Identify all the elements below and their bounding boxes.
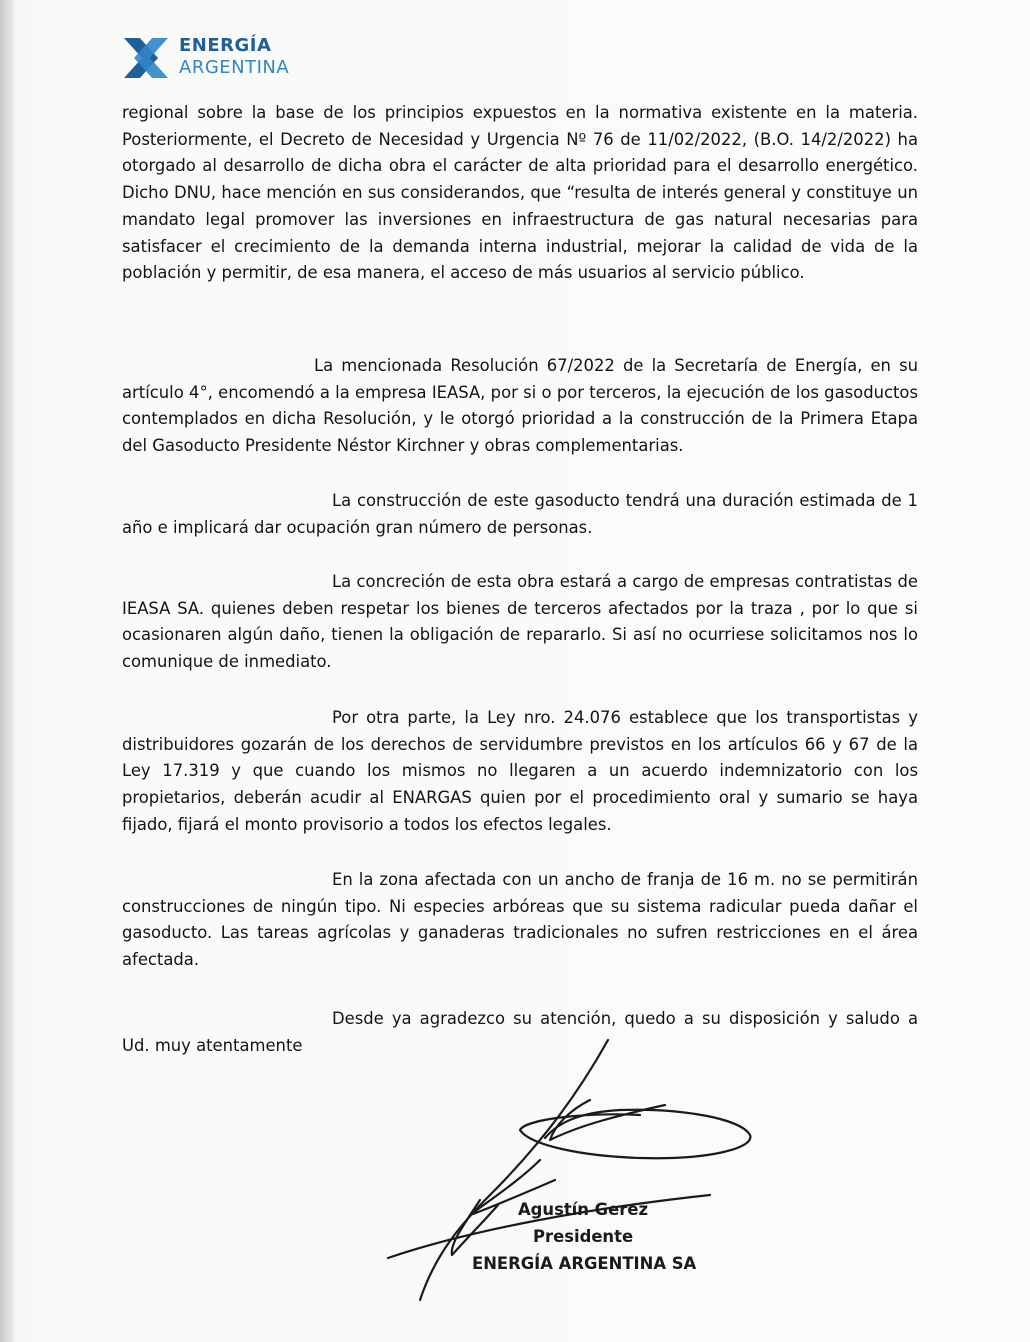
signature-block <box>470 1196 730 1277</box>
logo-text-argentina: ARGENTINA <box>179 57 290 78</box>
logo-text-energia: ENERGÍA <box>179 35 272 56</box>
paragraph-zona-afectada: En la zona afectada con un ancho de franja de 16 m. no se permitirán construcciones de ningún tipo. Ni especies arbóreas que su sistema radicular pueda dañar el gasoducto. Las tareas agrícolas y ganaderas tradicionales no sufren restricciones en el área afectada. <box>122 870 918 970</box>
signatory-role: Presidente <box>533 1227 634 1246</box>
paragraph-resolucion: La mencionada Resolución 67/2022 de la Secretaría de Energía, en su artículo 4°, encomendó a la empresa IEASA, por si o por terceros, la ejecución de los gasoductos contemplados en dicha Resolución, y le otorgó prioridad a la construcción de la Primera Etapa del Gasoducto Presidente Néstor Kirchner y obras complementarias. <box>122 356 918 456</box>
paragraph-saludo: Desde ya agradezco su atención, quedo a su disposición y saludo a Ud. muy atentamente <box>122 1009 918 1055</box>
signatory-name: Agustín Gerez <box>518 1200 648 1219</box>
paragraph-contratistas: La concreción de esta obra estará a cargo de empresas contratistas de IEASA SA. quienes deben respetar los bienes de terceros afectados por la traza , por lo que si ocasionaren algún daño, tienen la obligación de repararlo. Si así no ocurriese solicitamos nos lo comunique de inmediato. <box>122 572 918 672</box>
handwritten-signature <box>380 1030 800 1330</box>
paragraph-dnu: regional sobre la base de los principios expuestos en la normativa existente en la materia. Posteriormente, el Decreto de Necesidad y Urgencia Nº 76 de 11/02/2022, (B.O. 14/2/2022) ha otorgado al desarrollo de dicha obra el carácter de alta prioridad para el desarrollo energético. Dicho DNU, hace mención en sus considerandos, que “resulta de interés general y constituye un mandato legal promover las inversiones en infraestructura de gas natural necesarias para satisfacer el crecimiento de la demanda interna industrial, mejorar la calidad de vida de la población y permitir, de esa manera, el acceso de más usuarios al servicio público. <box>122 103 918 283</box>
logo-mark-icon <box>118 30 174 86</box>
paragraph-ley: Por otra parte, la Ley nro. 24.076 establece que los transportistas y distribuidores gozarán de los derechos de servidumbre previstos en los artículos 66 y 67 de la Ley 17.319 y que cuando los mismos no llegaren a un acuerdo indemnizatorio con los propietarios, deberán acudir al ENARGAS quien por el procedimiento oral y sumario se haya fijado, fijará el monto provisorio a todos los efectos legales. <box>122 708 918 834</box>
energia-argentina-logo <box>118 30 318 86</box>
paragraph-duracion: La construcción de este gasoducto tendrá una duración estimada de 1 año e implicará dar ocupación gran número de personas. <box>122 491 918 537</box>
signatory-organization: ENERGÍA ARGENTINA SA <box>472 1254 697 1273</box>
page-edge-shadow <box>0 0 14 1342</box>
